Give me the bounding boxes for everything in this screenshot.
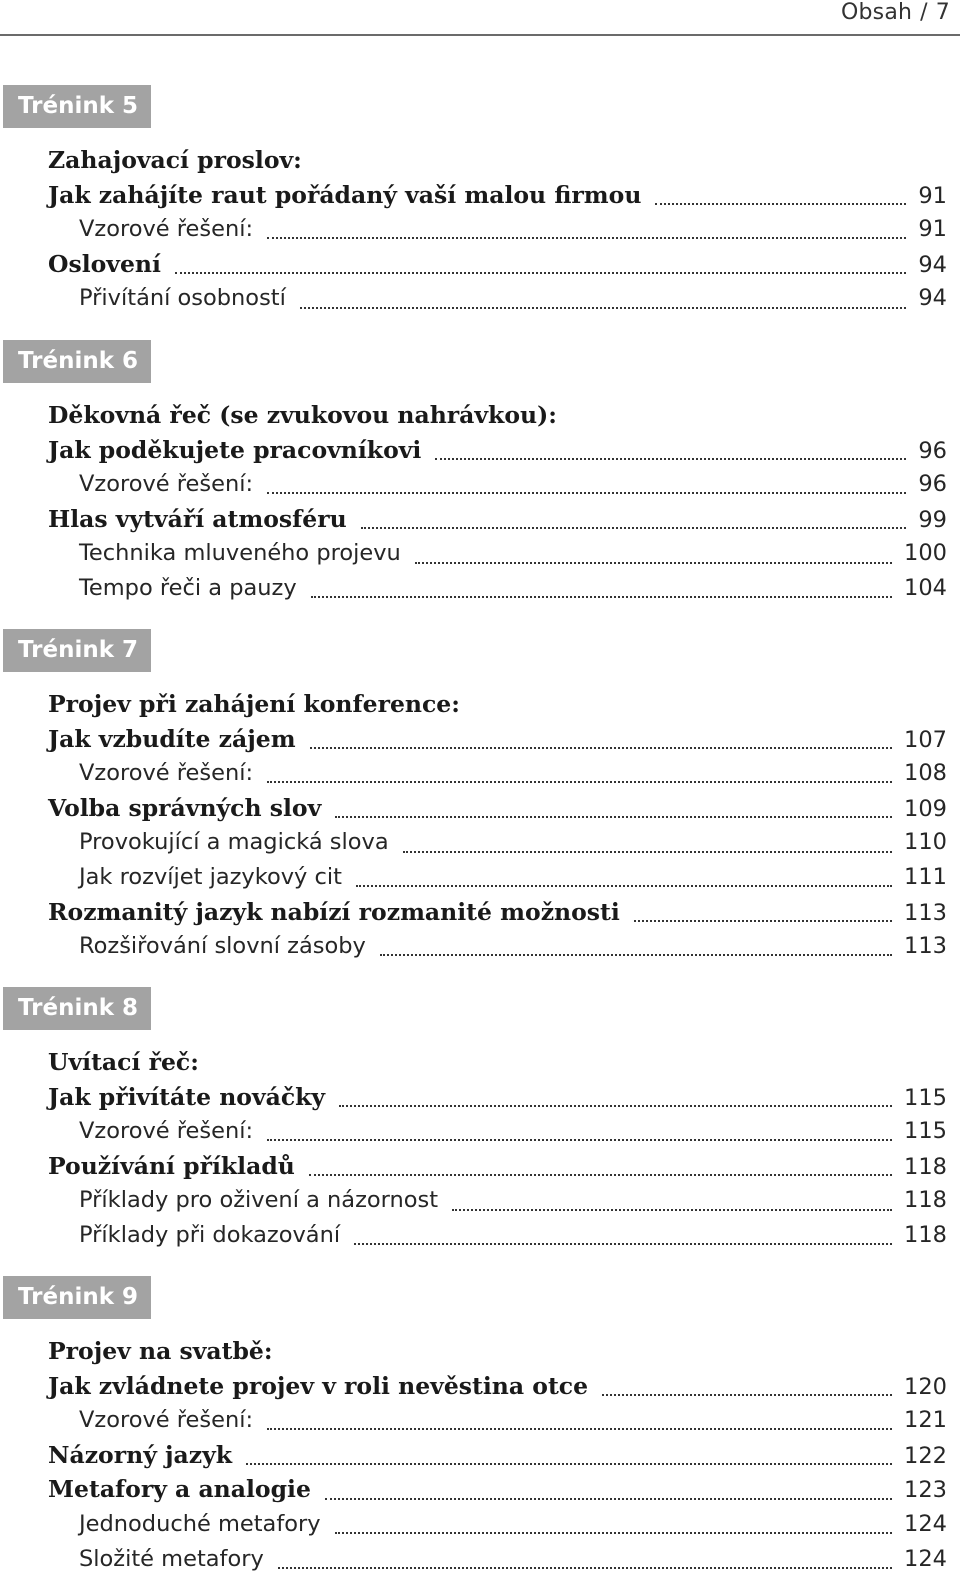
- dot-leader: [655, 203, 906, 205]
- section-heading: [0, 398, 960, 433]
- toc-entry-title: Jak přivítáte nováčky: [48, 1082, 326, 1111]
- toc-entry-title: Volba správných slov: [48, 793, 322, 822]
- dot-leader: [267, 237, 906, 239]
- dot-leader: [356, 885, 892, 887]
- toc-entry[interactable]: [0, 467, 960, 502]
- section-entries: [0, 1045, 960, 1253]
- toc-entry[interactable]: [0, 502, 960, 537]
- toc-entry[interactable]: [0, 247, 960, 282]
- toc-entry-page-number: 107: [904, 726, 947, 753]
- header-section-title: Obsah: [841, 0, 913, 25]
- toc-entry-page-number: 109: [904, 795, 947, 822]
- dot-leader: [325, 1498, 892, 1500]
- toc-entry-title: Příklady při dokazování: [79, 1221, 341, 1248]
- toc-entry-title: Vzorové řešení:: [79, 1407, 254, 1434]
- toc-entry-title: Rozšiřování slovní zásoby: [79, 933, 366, 960]
- page-header: [0, 0, 960, 36]
- toc-entry-title: Vzorové řešení:: [79, 760, 254, 787]
- toc-entry-title: Vzorové řešení:: [79, 216, 254, 243]
- dot-leader: [335, 1532, 892, 1534]
- toc-entry-title: Rozmanitý jazyk nabízí rozmanité možnosti: [48, 897, 620, 926]
- toc-entry-page-number: 118: [904, 1187, 947, 1214]
- toc-entry-page-number: 94: [918, 285, 947, 312]
- toc-entry[interactable]: [0, 791, 960, 826]
- section-badge: Trénink 6: [3, 340, 151, 383]
- toc-entry-page-number: 115: [904, 1084, 947, 1111]
- running-header: [841, 0, 950, 25]
- toc-entry-page-number: 94: [918, 251, 947, 278]
- toc-entry[interactable]: [0, 433, 960, 468]
- toc-entry[interactable]: [0, 895, 960, 930]
- toc-entry-title: Oslovení: [48, 249, 161, 278]
- toc-entry-page-number: 113: [904, 899, 947, 926]
- toc-entry-page-number: 115: [904, 1118, 947, 1145]
- dot-leader: [602, 1394, 892, 1396]
- toc-entry[interactable]: [0, 1114, 960, 1149]
- section-entries: [0, 1334, 960, 1576]
- dot-leader: [403, 851, 892, 853]
- toc-entry[interactable]: [0, 1218, 960, 1253]
- dot-leader: [309, 1174, 892, 1176]
- dot-leader: [267, 1139, 892, 1141]
- dot-leader: [246, 1463, 892, 1465]
- section-heading-text: Projev na svatbě:: [48, 1337, 273, 1365]
- toc-entry-page-number: 124: [904, 1510, 947, 1537]
- dot-leader: [278, 1567, 892, 1569]
- toc-entry[interactable]: [0, 1183, 960, 1218]
- toc-entry-title: Přivítání osobností: [79, 285, 286, 312]
- toc-entry[interactable]: [0, 722, 960, 757]
- toc-entry-title: Používání příkladů: [48, 1151, 295, 1180]
- toc-entry-page-number: 118: [904, 1153, 947, 1180]
- toc-entry[interactable]: [0, 756, 960, 791]
- dot-leader: [354, 1243, 892, 1245]
- toc-entry-page-number: 118: [904, 1221, 947, 1248]
- toc-entry-title: Jak rozvíjet jazykový cit: [79, 863, 342, 890]
- toc-entry-title: Jak poděkujete pracovníkovi: [48, 435, 422, 464]
- toc-entry-page-number: 104: [904, 574, 947, 601]
- toc-entry-page-number: 91: [918, 182, 947, 209]
- toc-entry[interactable]: [0, 825, 960, 860]
- dot-leader: [380, 954, 892, 956]
- toc-entry[interactable]: [0, 1542, 960, 1577]
- section-badge: Trénink 7: [3, 629, 151, 672]
- dot-leader: [452, 1209, 892, 1211]
- toc-entry-page-number: 108: [904, 760, 947, 787]
- toc-entry[interactable]: [0, 1472, 960, 1507]
- toc-entry[interactable]: [0, 929, 960, 964]
- section-heading-text: Projev při zahájení konference:: [48, 690, 460, 718]
- section-heading-text: Děkovná řeč (se zvukovou nahrávkou):: [48, 401, 557, 429]
- toc-entry[interactable]: [0, 281, 960, 316]
- toc-entry-title: Vzorové řešení:: [79, 1118, 254, 1145]
- header-separator: /: [920, 0, 928, 25]
- toc-entry[interactable]: [0, 1369, 960, 1404]
- section-badge: Trénink 5: [3, 85, 151, 128]
- section-heading: [0, 1334, 960, 1369]
- section-entries: [0, 398, 960, 606]
- section-entries: [0, 143, 960, 316]
- dot-leader: [335, 816, 892, 818]
- toc-entry-page-number: 111: [904, 863, 947, 890]
- toc-entry-page-number: 122: [904, 1442, 947, 1469]
- toc-entry-page-number: 99: [918, 506, 947, 533]
- toc-entry-title: Provokující a magická slova: [79, 829, 389, 856]
- toc-entry-title: Technika mluveného projevu: [79, 540, 401, 567]
- toc-entry-title: Jak zahájíte raut pořádaný vaší malou firmou: [48, 180, 642, 209]
- toc-entry-page-number: 96: [918, 437, 947, 464]
- toc-entry-title: Hlas vytváří atmosféru: [48, 504, 347, 533]
- section-heading: [0, 143, 960, 178]
- toc-entry[interactable]: [0, 1438, 960, 1473]
- section-entries: [0, 687, 960, 964]
- toc-entry[interactable]: [0, 536, 960, 571]
- header-page-number: 7: [935, 0, 950, 25]
- toc-entry-page-number: 100: [904, 540, 947, 567]
- dot-leader: [310, 747, 892, 749]
- dot-leader: [311, 596, 892, 598]
- section-heading-text: Zahajovací proslov:: [48, 146, 302, 174]
- section-badge: Trénink 8: [3, 987, 151, 1030]
- toc-entry-page-number: 113: [904, 933, 947, 960]
- section-heading: [0, 687, 960, 722]
- toc-entry-page-number: 96: [918, 471, 947, 498]
- toc-entry-title: Složité metafory: [79, 1545, 264, 1572]
- toc-entry-page-number: 120: [904, 1373, 947, 1400]
- toc-entry-title: Tempo řeči a pauzy: [79, 574, 297, 601]
- toc-entry-page-number: 91: [918, 216, 947, 243]
- dot-leader: [415, 562, 892, 564]
- toc-entry-title: Jednoduché metafory: [79, 1510, 321, 1537]
- toc-entry[interactable]: [0, 571, 960, 606]
- dot-leader: [267, 492, 906, 494]
- toc-entry-page-number: 121: [904, 1407, 947, 1434]
- toc-entry[interactable]: [0, 1403, 960, 1438]
- dot-leader: [267, 781, 892, 783]
- toc-entry[interactable]: [0, 178, 960, 213]
- section-heading-text: Uvítací řeč:: [48, 1048, 199, 1076]
- toc-entry[interactable]: [0, 1080, 960, 1115]
- dot-leader: [300, 307, 906, 309]
- toc-entry-title: Příklady pro oživení a názornost: [79, 1187, 439, 1214]
- toc-entry-title: Jak vzbudíte zájem: [48, 724, 296, 753]
- toc-entry-title: Názorný jazyk: [48, 1440, 233, 1469]
- dot-leader: [175, 272, 906, 274]
- toc-entry-title: Metafory a analogie: [48, 1475, 311, 1504]
- toc-entry-page-number: 110: [904, 829, 947, 856]
- section-badge: Trénink 9: [3, 1276, 151, 1319]
- toc-entry[interactable]: [0, 1507, 960, 1542]
- section-heading: [0, 1045, 960, 1080]
- dot-leader: [435, 458, 906, 460]
- toc-entry[interactable]: [0, 1149, 960, 1184]
- toc-entry-title: Vzorové řešení:: [79, 471, 254, 498]
- toc-entry[interactable]: [0, 860, 960, 895]
- dot-leader: [339, 1105, 892, 1107]
- toc-entry-title: Jak zvládnete projev v roli nevěstina otce: [48, 1371, 589, 1400]
- toc-entry[interactable]: [0, 212, 960, 247]
- dot-leader: [361, 527, 907, 529]
- dot-leader: [267, 1428, 892, 1430]
- dot-leader: [634, 920, 892, 922]
- toc-entry-page-number: 124: [904, 1545, 947, 1572]
- toc-entry-page-number: 123: [904, 1477, 947, 1504]
